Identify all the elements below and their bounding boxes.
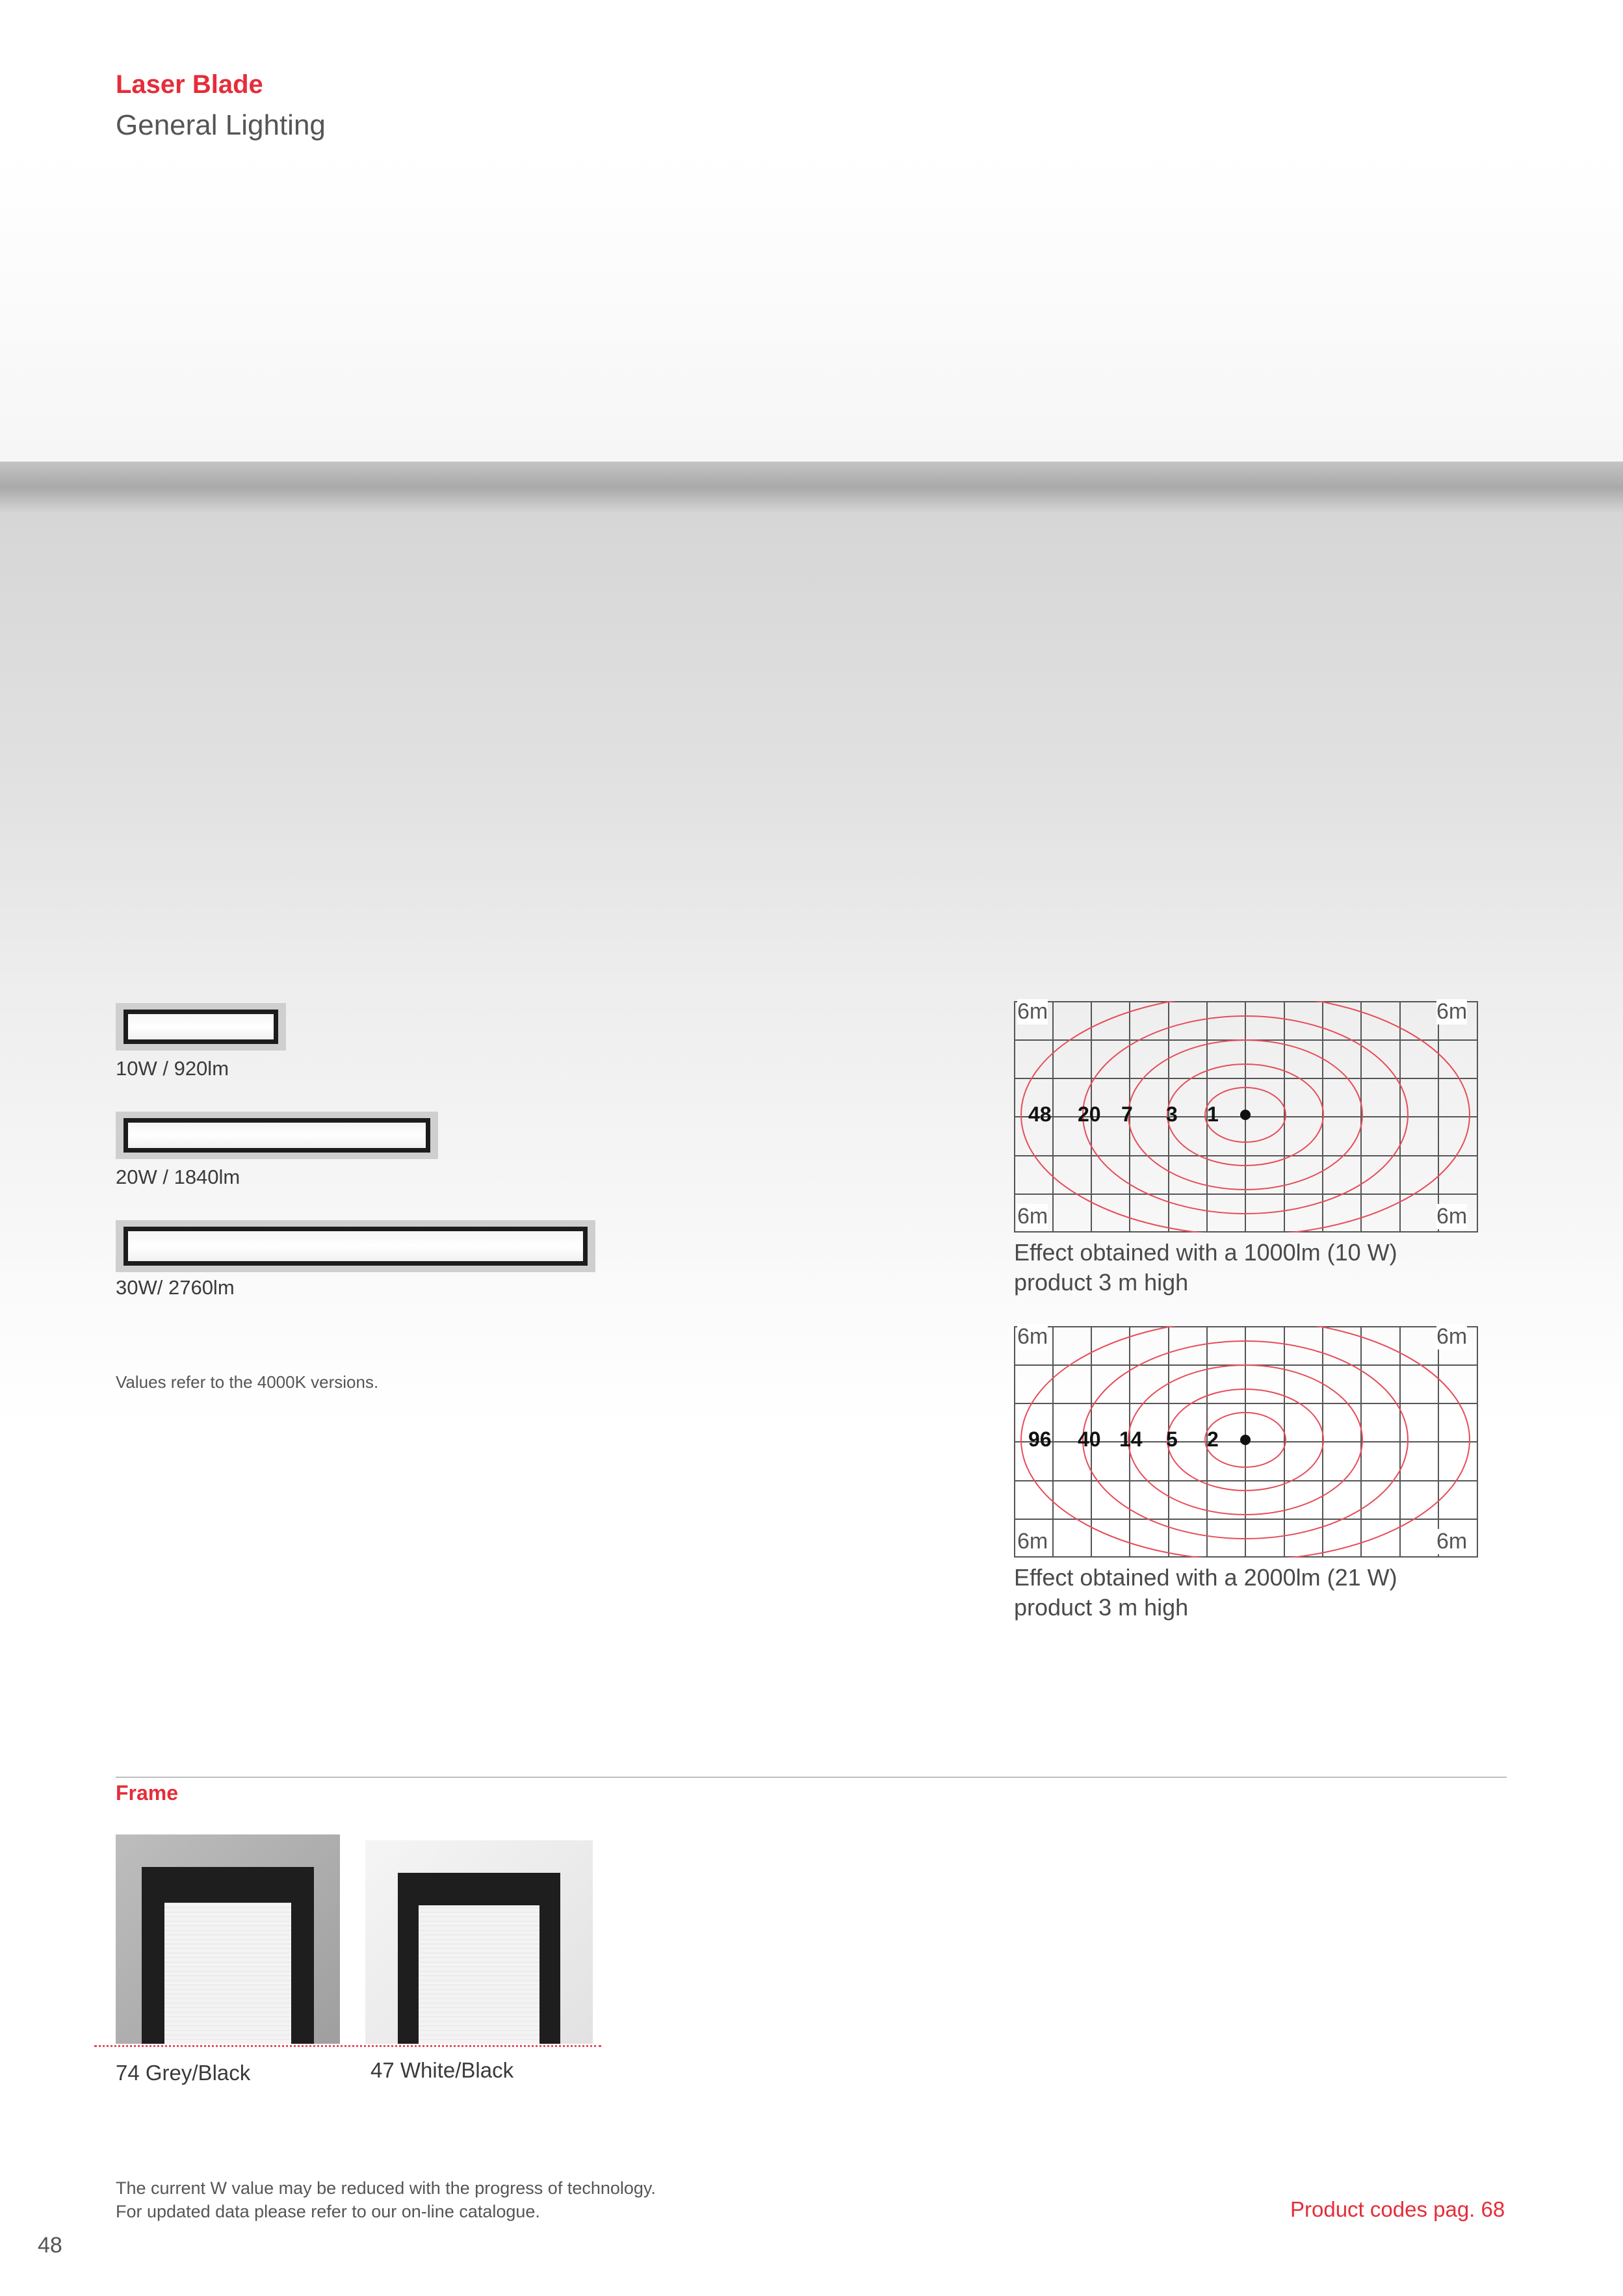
- frame-label-white-black: 47 White/Black: [370, 2058, 514, 2082]
- diagram2-label-bottom-right: 6m: [1436, 1529, 1468, 1554]
- diagram2-value-96: 96: [1028, 1428, 1052, 1451]
- fixture-30w-label: 30W/ 2760lm: [116, 1276, 235, 1299]
- diagram2-label-top-left: 6m: [1017, 1324, 1048, 1349]
- frame-swatch-grey-black: [116, 1834, 340, 2044]
- diagram1-value-3: 3: [1166, 1102, 1178, 1126]
- footer-note: [116, 2176, 656, 2223]
- diagram2-value-40: 40: [1078, 1428, 1101, 1451]
- diagram1-value-20: 20: [1078, 1102, 1101, 1126]
- product-title: Laser Blade: [116, 70, 263, 99]
- frame-swatch-white-black: [365, 1840, 593, 2044]
- diagram2-caption-line1: Effect obtained with a 2000lm (21 W): [1014, 1564, 1397, 1591]
- diagram1-value-48: 48: [1028, 1102, 1052, 1126]
- diagram1-value-7: 7: [1121, 1102, 1133, 1126]
- fixture-10w-image: [116, 1003, 286, 1050]
- frame-dotted-line: [94, 2045, 601, 2047]
- fixture-30w-image: [116, 1220, 595, 1272]
- frame-section-title: Frame: [116, 1781, 179, 1805]
- page-number: 48: [38, 2233, 62, 2258]
- diagram2-value-2: 2: [1207, 1428, 1219, 1451]
- product-codes-link[interactable]: Product codes pag. 68: [1290, 2197, 1505, 2221]
- footer-note-line2: For updated data please refer to our on-line catalogue.: [116, 2202, 540, 2221]
- diagram1-caption-line1: Effect obtained with a 1000lm (10 W): [1014, 1239, 1397, 1266]
- product-category: General Lighting: [116, 109, 326, 141]
- diagram2-caption-line2: product 3 m high: [1014, 1594, 1189, 1621]
- section-divider: [116, 1777, 1507, 1778]
- fixture-20w-label: 20W / 1840lm: [116, 1166, 240, 1188]
- diagram2-label-top-right: 6m: [1436, 1324, 1468, 1349]
- fixture-10w-label: 10W / 920lm: [116, 1057, 229, 1080]
- diagram1-label-bottom-left: 6m: [1017, 1204, 1048, 1229]
- values-note: Values refer to the 4000K versions.: [116, 1372, 379, 1392]
- diagram1-caption-line2: product 3 m high: [1014, 1269, 1189, 1296]
- diagram2-value-14: 14: [1119, 1428, 1143, 1451]
- frame-label-grey-black: 74 Grey/Black: [116, 2061, 251, 2085]
- diagram2-label-bottom-left: 6m: [1017, 1529, 1048, 1554]
- fixture-20w-image: [116, 1112, 438, 1159]
- diagram2-value-5: 5: [1166, 1428, 1178, 1451]
- diagram1-label-top-right: 6m: [1436, 999, 1468, 1024]
- diagram1-value-1: 1: [1207, 1102, 1219, 1126]
- diagram1-label-top-left: 6m: [1017, 999, 1048, 1024]
- footer-note-line1: The current W value may be reduced with the progress of technology.: [116, 2178, 656, 2198]
- diagram1-label-bottom-right: 6m: [1436, 1204, 1468, 1229]
